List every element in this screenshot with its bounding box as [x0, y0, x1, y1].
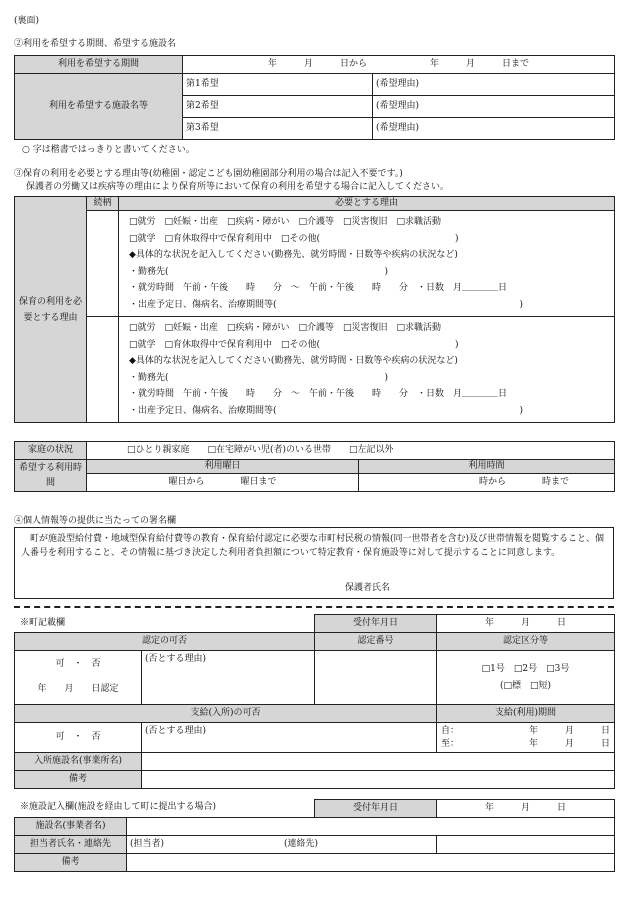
choice-3-reason[interactable]: (希望理由) — [373, 118, 615, 140]
fac-contact[interactable]: (連絡先) — [284, 839, 319, 850]
from-date[interactable]: 年 月 日 — [528, 726, 610, 737]
relation-cell-1[interactable] — [87, 211, 119, 317]
reason-line[interactable]: □就労 □妊娠・出産 □疾病・障がい □介護等 □災害復旧 □求職活動 — [129, 217, 442, 227]
town-section-title: ※町記載欄 — [20, 618, 66, 628]
town-recv-date[interactable]: 年 月 日 — [437, 615, 615, 633]
fac-name-field[interactable] — [127, 818, 615, 836]
choice-1[interactable]: 第1希望 — [183, 74, 373, 96]
cert-kahi[interactable]: 可 ・ 否 — [55, 659, 101, 670]
reason-line[interactable]: ・勤務先( ) — [129, 266, 389, 277]
choice-2[interactable]: 第2希望 — [183, 96, 373, 118]
reason-line[interactable]: □就学 □育休取得中で保育利用中 □その他( ) — [129, 339, 459, 350]
family-time-table — [14, 441, 615, 492]
reason-header: 必要とする理由 — [119, 197, 615, 211]
period-facility-table — [14, 55, 615, 140]
choice-2-reason[interactable]: (希望理由) — [373, 96, 615, 118]
reason-line[interactable]: ・就労時間 午前・午後 時 分 ～ 午前・午後 時 分 ・日数 月＿＿＿＿日 — [129, 283, 508, 293]
reason-line[interactable]: ・出産予定日、傷病名、治療期間等( ) — [129, 299, 524, 310]
period-field[interactable]: 年 月 日から 年 月 日まで — [183, 56, 615, 74]
supply-reason[interactable]: (否とする理由) — [142, 723, 437, 753]
cert-date[interactable]: 年 月 日認定 — [37, 683, 119, 694]
section-3-subtitle: 保護者の労働又は疾病等の理由により保育所等において保育の利用を希望する場合に記入してください。 — [26, 182, 450, 192]
facility-entry-table — [14, 799, 615, 872]
town-remarks-label: 備考 — [15, 771, 142, 789]
choice-1-reason[interactable]: (希望理由) — [373, 74, 615, 96]
back-side-label: (裏面) — [14, 16, 40, 26]
fac-person-field[interactable] — [127, 836, 437, 854]
fac-contact-field[interactable] — [437, 836, 615, 854]
consent-box — [14, 527, 614, 599]
inst-name-label: 入所施設名(事業所名) — [15, 753, 142, 771]
town-recv-label: 受付年月日 — [315, 615, 437, 633]
reason-line: ◆具体的な状況を記入してください(勤務先、就労時間・日数等や疾病の状況など) — [129, 356, 458, 366]
reason-line[interactable]: □就労 □妊娠・出産 □疾病・障がい □介護等 □災害復旧 □求職活動 — [129, 323, 442, 333]
reason-line[interactable]: ・出産予定日、傷病名、治療期間等( ) — [129, 405, 524, 416]
cert-label: 認定の可否 — [15, 633, 315, 651]
facility-entry-title: ※施設記入欄(施設を経由して町に提出する場合) — [20, 802, 217, 812]
cert-no-field[interactable] — [315, 651, 437, 705]
reason-line[interactable]: ・勤務先( ) — [129, 372, 389, 383]
fac-recv-label: 受付年月日 — [315, 800, 437, 818]
section-2-title: ②利用を希望する期間、希望する施設名 — [14, 39, 177, 49]
guardian-name-label[interactable]: 保護者氏名 — [345, 583, 391, 593]
supply-period-label: 支給(利用)期間 — [437, 705, 615, 723]
relation-header: 続柄 — [87, 197, 119, 211]
time-label: 希望する利用時間 — [15, 460, 87, 492]
reason-line[interactable]: □就学 □育休取得中で保育利用中 □その他( ) — [129, 233, 459, 244]
choice-3[interactable]: 第3希望 — [183, 118, 373, 140]
fac-person-label: 担当者氏名・連絡先 — [15, 836, 127, 854]
reason-block-1[interactable] — [119, 211, 615, 317]
cert-kahi-cell[interactable] — [15, 651, 142, 705]
reason-table — [14, 196, 615, 423]
town-remarks-field[interactable] — [142, 771, 615, 789]
day-header: 利用曜日 — [87, 460, 359, 474]
fac-remarks-field[interactable] — [127, 854, 615, 872]
supply-period-field[interactable] — [437, 723, 615, 753]
supply-label: 支給(入所)の可否 — [15, 705, 437, 723]
to-label: 至： — [441, 738, 460, 749]
hour-field[interactable]: 時から 時まで — [359, 474, 615, 492]
handwriting-note: ○ 字は楷書ではっきりと書いてください。 — [22, 145, 195, 155]
hour-header: 利用時間 — [359, 460, 615, 474]
cert-cat-label: 認定区分等 — [437, 633, 615, 651]
fac-remarks-label: 備考 — [15, 854, 127, 872]
consent-text: 町が施設型給付費・地域型保育給付費等の教育・保育給付認定に必要な市町村民税の情報(同一世帯者を含む)及び世帯情報を閲覧すること、個人番号を利用すること、その情報に基づき決定した利用者負担額について特定教育・保育施設等に対して提示することに同意します。 — [21, 534, 605, 558]
facility-label: 利用を希望する施設名等 — [15, 74, 183, 140]
cert-reason[interactable]: (否とする理由) — [142, 651, 315, 705]
fac-person[interactable]: (担当者) — [130, 839, 165, 850]
fac-recv-date[interactable]: 年 月 日 — [437, 800, 615, 818]
family-options[interactable]: □ひとり親家庭 □在宅障がい児(者)のいる世帯 □左記以外 — [87, 442, 615, 460]
section-4-title: ④個人情報等の提供に当たっての署名欄 — [14, 516, 177, 526]
to-date[interactable]: 年 月 日 — [528, 738, 610, 749]
cert-no-label: 認定番号 — [315, 633, 437, 651]
reason-row-label: 保育の利用を必要とする理由 — [15, 197, 87, 423]
family-label: 家庭の状況 — [15, 442, 87, 460]
cert-cat-field[interactable] — [437, 651, 615, 705]
day-field[interactable]: 曜日から 曜日まで — [87, 474, 359, 492]
from-label: 自： — [441, 726, 460, 737]
section-3-title: ③保育の利用を必要とする理由等(幼稚園・認定こども園幼稚園部分利用の場合は記入不要です。) — [14, 169, 403, 179]
supply-kahi[interactable]: 可 ・ 否 — [15, 723, 142, 753]
town-table — [14, 614, 615, 789]
cert-cats[interactable]: □1号 □2号 □3号 — [481, 664, 570, 675]
inst-name-field[interactable] — [142, 753, 615, 771]
period-label: 利用を希望する期間 — [15, 56, 183, 74]
reason-block-2[interactable] — [119, 317, 615, 423]
fac-name-label: 施設名(事業者名) — [15, 818, 127, 836]
reason-line: ◆具体的な状況を記入してください(勤務先、就労時間・日数等や疾病の状況など) — [129, 250, 458, 260]
reason-line[interactable]: ・就労時間 午前・午後 時 分 ～ 午前・午後 時 分 ・日数 月＿＿＿＿日 — [129, 389, 508, 399]
cert-std[interactable]: (□標 □短) — [499, 680, 552, 691]
cut-line — [14, 606, 614, 608]
relation-cell-2[interactable] — [87, 317, 119, 423]
